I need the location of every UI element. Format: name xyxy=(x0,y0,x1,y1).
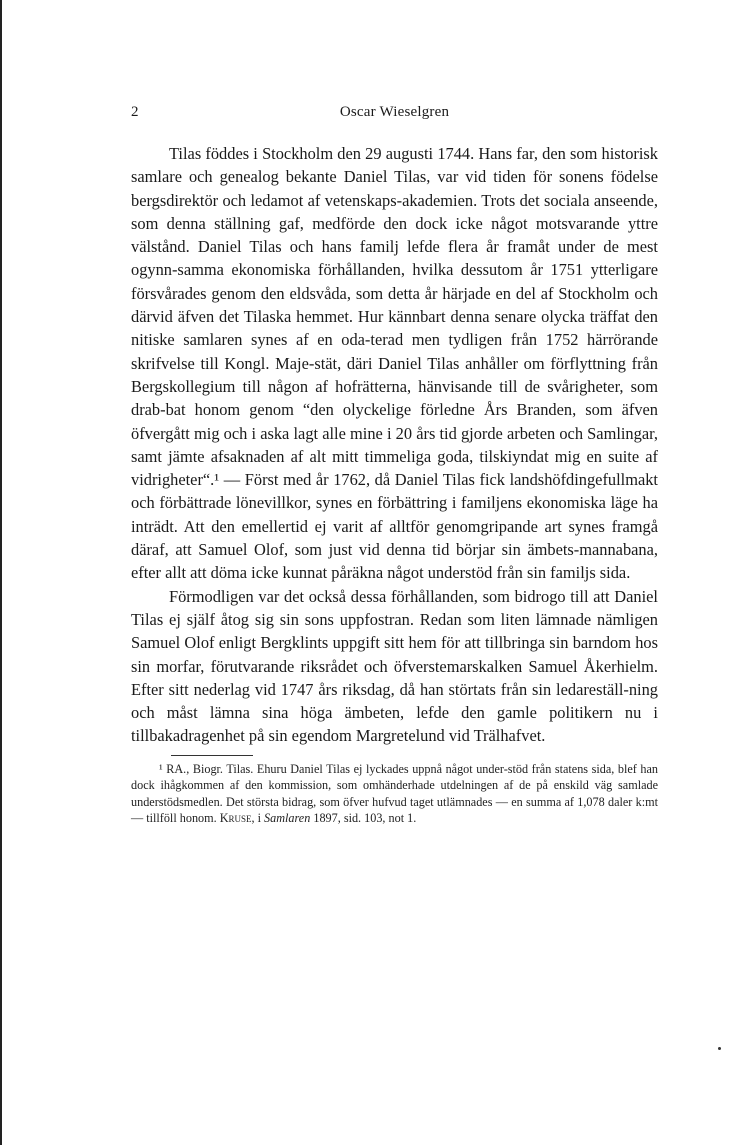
footnote xyxy=(131,761,658,827)
footnote-rule xyxy=(171,755,253,756)
book-page xyxy=(131,104,658,827)
scan-speck xyxy=(718,1047,721,1050)
page-title: Oscar Wieselgren xyxy=(339,104,450,120)
footnote-marker: ¹ xyxy=(159,761,163,776)
running-head xyxy=(131,104,658,130)
paragraph-2: Förmodligen var det också dessa förhållanden, som bidrogo till att Daniel Tilas ej själf åtog sig sin sons uppfostran. Redan som liten lämnade nämligen Samuel Olof enligt Bergklints uppgift sitt hem för att tillbringa sin barndom hos sin morfar, förutvarande riksrådet och öfverstemarskalken Samuel Åkerhielm. Efter sitt nederlag vid 1747 års riksdag, då han störtats från sin ledareställ-ning och måst lämna sina höga ämbeten, lefde den gamle politikern nu i tillbakadragenhet på sin egendom Margretelund vid Trälhafvet. xyxy=(131,586,658,746)
page-number: 2 xyxy=(131,104,139,120)
footnote-work: Samlaren xyxy=(264,811,311,826)
footnote-text-2: , i xyxy=(251,811,265,826)
footnote-author: Kruse xyxy=(219,811,252,826)
body-text xyxy=(131,142,658,748)
scan-edge xyxy=(0,0,2,1145)
footnote-text: RA., Biogr. Tilas. Ehuru Daniel Tilas ej lyckades uppnå något under-stöd från statens sida, blef han dock ihågkommen af den kommission, som omhänderhade utdelningen af de på enskild väg samlade understödsmedlen. Det största bidrag, som öfver hufvud taget utlämnades — en summa af 1,078 daler k:mt — tillföll honom. xyxy=(131,761,658,826)
paragraph-1: Tilas föddes i Stockholm den 29 augusti 1744. Hans far, den som historisk samlare och genealog bekante Daniel Tilas, var vid tiden för sonens födelse bergsdirektör och ledamot af vetenskaps-akademien. Trots det sociala anseende, som denna ställning gaf, medförde den dock icke något motsvarande yttre välstånd. Daniel Tilas och hans familj lefde flera år framåt under de mest ogynn-samma ekonomiska förhållanden, hvilka dessutom år 1751 ytterligare försvårades genom den eldsvåda, som detta år härjade en del af Stockholm och därvid äfven det Tilaska hemmet. Hur kännbart denna senare olycka träffat den nitiske samlaren synes af en oda-terad men tydligen från 1752 härrörande skrifvelse till Kongl. Maje-stät, däri Daniel Tilas anhåller om förflyttning från Bergskollegium till någon af hofrätterna, hänvisande till de svårigheter, som drab-bat honom genom “den olyckelige förledne Års Branden, som äfven öfvergått mig och i aska lagt alle mine i 20 års tid gjorde arbeten och Samlingar, samt jämte afsaknaden af alt mitt timmeliga goda, tilskiyndat mig en suite af vidrigheter“.¹ — Först med år 1762, då Daniel Tilas fick landshöfdingefullmakt och förbättrade lönevillkor, synes en förbättring i familjens ekonomiska läge ha inträdt. Att den emellertid ej varit af alltför genomgripande art synes framgå däraf, att Samuel Olof, som just vid denna tid börjar sin ämbets-mannabana, efter allt att döma icke kunnat påräkna något understöd från sin familjs sida. xyxy=(131,144,658,583)
footnote-text-3: 1897, sid. 103, not 1. xyxy=(310,811,417,826)
